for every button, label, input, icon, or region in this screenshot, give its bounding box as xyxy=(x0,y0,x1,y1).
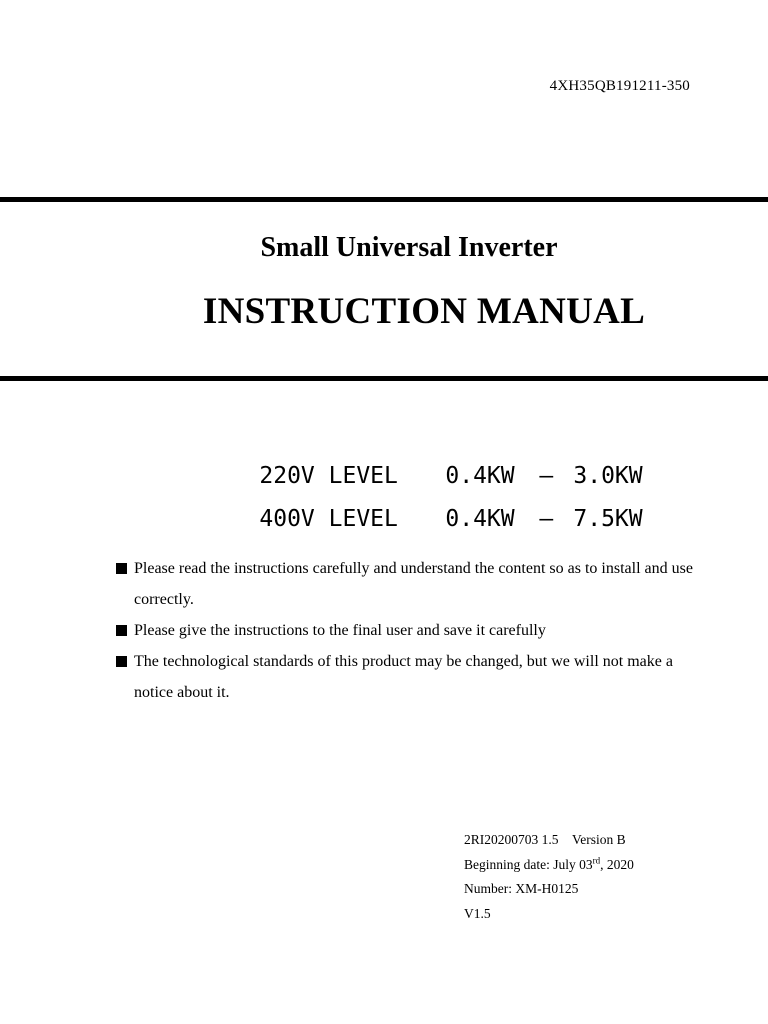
document-version: V1.5 xyxy=(464,905,491,921)
rating-level: 220V LEVEL xyxy=(259,463,398,489)
rating-separator: – xyxy=(539,463,554,489)
square-bullet-icon xyxy=(116,656,127,667)
rating-low: 0.4KW xyxy=(445,506,515,532)
bottom-rule xyxy=(0,376,768,381)
rating-row-220v xyxy=(204,428,643,489)
rating-level: 400V LEVEL xyxy=(259,506,398,532)
document-number: Number: XM-H0125 xyxy=(464,881,579,896)
date-prefix: Beginning date: July 03 xyxy=(464,856,593,872)
notice-text: Please read the instructions carefully and understand the content so as to install and use correctly. xyxy=(134,560,693,608)
notice-text: The technological standards of this product may be changed, but we will not make a notice about it. xyxy=(134,653,673,701)
power-ratings xyxy=(204,428,643,532)
manual-title: INSTRUCTION MANUAL xyxy=(202,291,646,332)
date-year: , 2020 xyxy=(600,856,634,872)
notice-item xyxy=(116,615,696,646)
beginning-date xyxy=(464,853,634,878)
rating-separator: – xyxy=(539,506,554,532)
notice-item xyxy=(116,553,696,615)
notice-list xyxy=(116,553,696,708)
product-subtitle: Small Universal Inverter xyxy=(260,232,558,263)
notice-item xyxy=(116,646,696,708)
rating-high: 3.0KW xyxy=(573,463,643,489)
notice-text: Please give the instructions to the final user and save it carefully xyxy=(134,622,546,639)
document-code: 4XH35QB191211-350 xyxy=(549,78,690,94)
date-ordinal: rd xyxy=(592,855,601,865)
square-bullet-icon xyxy=(116,625,127,636)
rating-high: 7.5KW xyxy=(573,506,643,532)
top-rule xyxy=(0,197,768,202)
revision-line: 2RI20200703 1.5 Version B xyxy=(464,832,626,847)
rating-low: 0.4KW xyxy=(445,463,515,489)
square-bullet-icon xyxy=(116,563,127,574)
document-meta xyxy=(464,828,634,926)
